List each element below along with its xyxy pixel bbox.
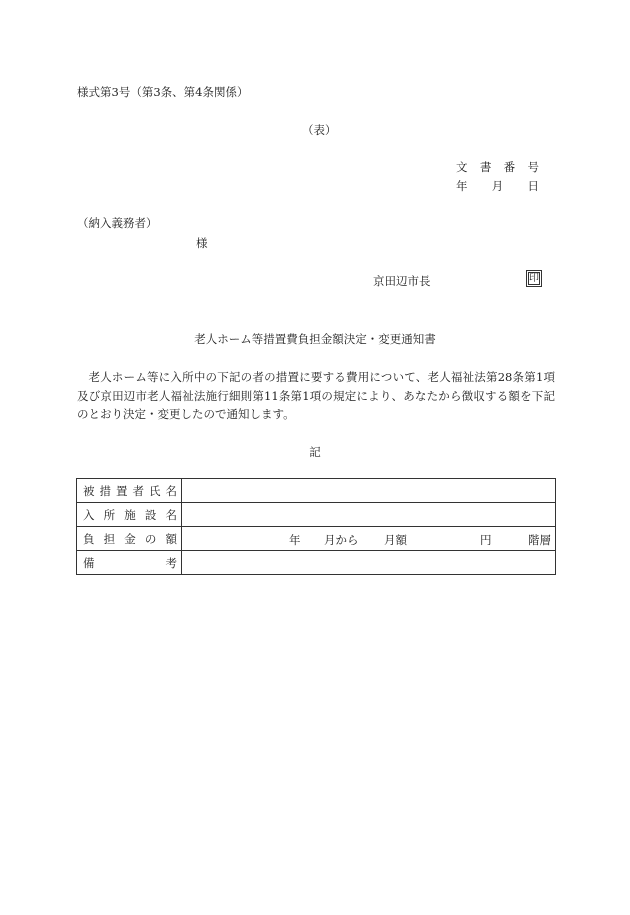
date-line xyxy=(456,178,539,194)
label-char: 者 xyxy=(132,483,144,498)
label-char: 措 xyxy=(99,483,111,498)
label-char: 設 xyxy=(144,507,157,522)
ki-label: 記 xyxy=(309,445,321,459)
date-day: 日 xyxy=(527,179,539,193)
label-char: 名 xyxy=(165,507,177,522)
document-number-char: 号 xyxy=(527,160,539,174)
table-row xyxy=(77,479,556,503)
label-char: 額 xyxy=(165,531,177,546)
label-char: 考 xyxy=(165,555,177,570)
table-row xyxy=(77,503,556,527)
name-value-cell[interactable] xyxy=(182,479,556,503)
document-title: 老人ホーム等措置費負担金額決定・変更通知書 xyxy=(194,332,436,346)
body-text: 老人ホーム等に入所中の下記の者の措置に要する費用について、老人福祉法第28条第1項及び京田辺市老人福祉法施行細則第11条第1項の規定により、あなたから徴収する額を下記のとおり決定・変更したので通知します。 xyxy=(77,370,555,421)
label-char: 備 xyxy=(83,555,95,570)
document-number-char: 番 xyxy=(503,160,516,174)
row-label-name xyxy=(77,479,182,503)
label-char: 氏 xyxy=(149,483,161,498)
side-label: （表） xyxy=(302,123,337,137)
label-char: 金 xyxy=(124,531,136,546)
date-month: 月 xyxy=(491,179,504,193)
label-char: 負 xyxy=(83,531,95,546)
payer-label: （納入義務者） xyxy=(77,216,158,230)
honorific: 様 xyxy=(196,236,208,250)
document-number-char: 書 xyxy=(479,160,492,174)
label-char: 被 xyxy=(83,483,95,498)
seal-mark xyxy=(526,270,542,287)
label-char: 所 xyxy=(103,507,116,522)
amount-yen: 円 xyxy=(480,533,492,547)
seal-char: 印 xyxy=(529,273,539,284)
amount-year: 年 xyxy=(289,533,301,547)
row-label-remarks xyxy=(77,551,182,575)
label-char: 名 xyxy=(165,483,177,498)
table-row xyxy=(77,551,556,575)
label-char: 施 xyxy=(124,507,136,522)
form-number: 様式第3号（第3条、第4条関係） xyxy=(77,85,249,99)
label-char: 置 xyxy=(116,483,128,498)
facility-value-cell[interactable] xyxy=(182,503,556,527)
document-number xyxy=(456,159,539,175)
label-char: 入 xyxy=(83,507,95,522)
row-label-facility xyxy=(77,503,182,527)
row-label-amount xyxy=(77,527,182,551)
label-char: 担 xyxy=(103,531,116,546)
amount-from-month: 月から xyxy=(324,533,359,547)
info-table xyxy=(76,478,556,575)
table-row xyxy=(77,527,556,551)
amount-value-cell[interactable] xyxy=(182,527,556,551)
date-year: 年 xyxy=(456,179,468,193)
amount-monthly: 月額 xyxy=(384,533,407,547)
label-char: の xyxy=(144,531,157,546)
document-number-char: 文 xyxy=(456,160,468,174)
remarks-value-cell[interactable] xyxy=(182,551,556,575)
amount-tier: 階層 xyxy=(528,533,551,547)
issuer-mayor: 京田辺市長 xyxy=(373,274,431,288)
